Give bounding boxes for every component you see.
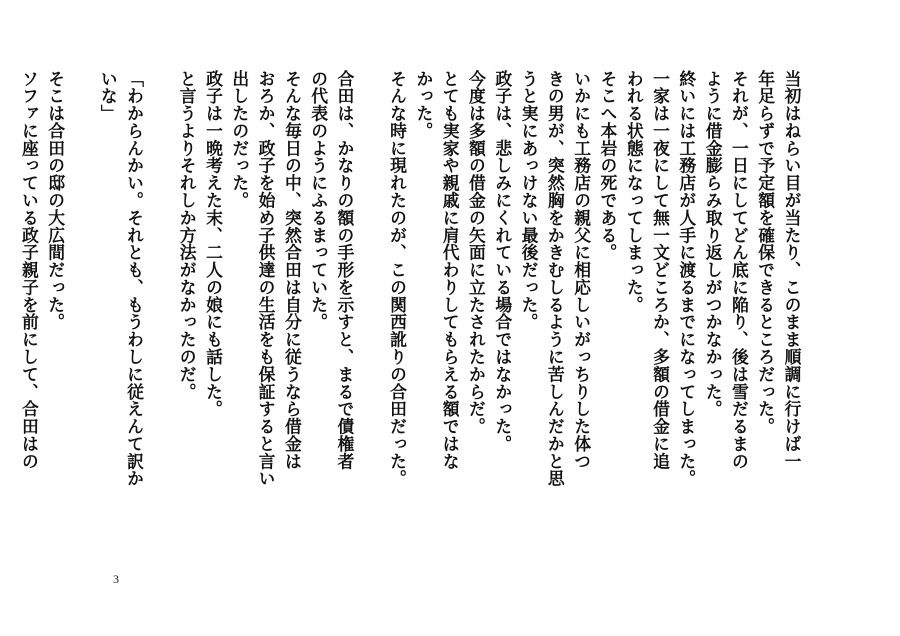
text-line: そんな時に現れたのが、この関西訛りの合田だった。 bbox=[387, 70, 408, 488]
text-line: いな」 bbox=[98, 70, 119, 123]
text-line: そこは合田の邸の大広間だった。 bbox=[45, 70, 66, 331]
text-line: ソファに座っている政子親子を前にして、合田はの bbox=[19, 70, 40, 470]
text-line: おろか、政子を始め子供達の生活をも保証すると言い bbox=[256, 70, 277, 488]
text-line: 合田は、かなりの額の手形を示すと、まるで債権者 bbox=[334, 70, 355, 470]
text-line: の代表のようにふるまっていた。 bbox=[308, 70, 329, 331]
paragraph-gap bbox=[69, 70, 95, 550]
text-line: 政子は一晩考えた末、二人の娘にも話した。 bbox=[203, 70, 224, 418]
text-line: そこへ本岩の死である。 bbox=[597, 70, 618, 262]
text-line: いかにも工務店の親父に相応しいがっちりした体つ bbox=[571, 70, 592, 470]
text-line: 「わからんかい。それとも、もうわしに従えんて訳か bbox=[124, 70, 145, 488]
text-line: それが、一日にしてどん底に陥り、後は雪だるまの bbox=[729, 70, 750, 470]
text-line: 年足らずで予定額を確保できるところだった。 bbox=[755, 70, 776, 436]
text-line: うと実にあっけない最後だった。 bbox=[519, 70, 540, 331]
text-line: われる状態になってしまった。 bbox=[624, 70, 645, 314]
text-line: 出したのだった。 bbox=[229, 70, 250, 210]
text-line: 当初はねらい目が当たり、このまま順調に行けば一 bbox=[782, 70, 802, 470]
text-line: きの男が、突然胸をかきむしるように苦しんだかと思 bbox=[545, 70, 566, 488]
vertical-text-body bbox=[16, 70, 805, 550]
text-line: 政子は、悲しみにくれている場合ではなかった。 bbox=[492, 70, 513, 453]
text-line: ように借金膨らみ取り返しがつかなかった。 bbox=[703, 70, 724, 418]
page-number: 3 bbox=[113, 572, 119, 586]
paragraph-gap bbox=[148, 70, 174, 550]
text-line: かった。 bbox=[413, 70, 434, 140]
paragraph-gap bbox=[358, 70, 384, 550]
text-line: そんな毎日の中、突然合田は自分に従うなら借金は bbox=[282, 70, 303, 470]
text-line: 終いには工務店が人手に渡るまでになってしまった。 bbox=[676, 70, 697, 488]
text-line: と言うよりそれしか方法がなかったのだ。 bbox=[177, 70, 198, 401]
text-line: とても実家や親戚に肩代わりしてもらえる額ではな bbox=[440, 70, 461, 470]
text-line: 今度は多額の借金の矢面に立たされたからだ。 bbox=[466, 70, 487, 436]
text-line: 一家は一夜にして無一文どころか、多額の借金に追 bbox=[650, 70, 671, 470]
